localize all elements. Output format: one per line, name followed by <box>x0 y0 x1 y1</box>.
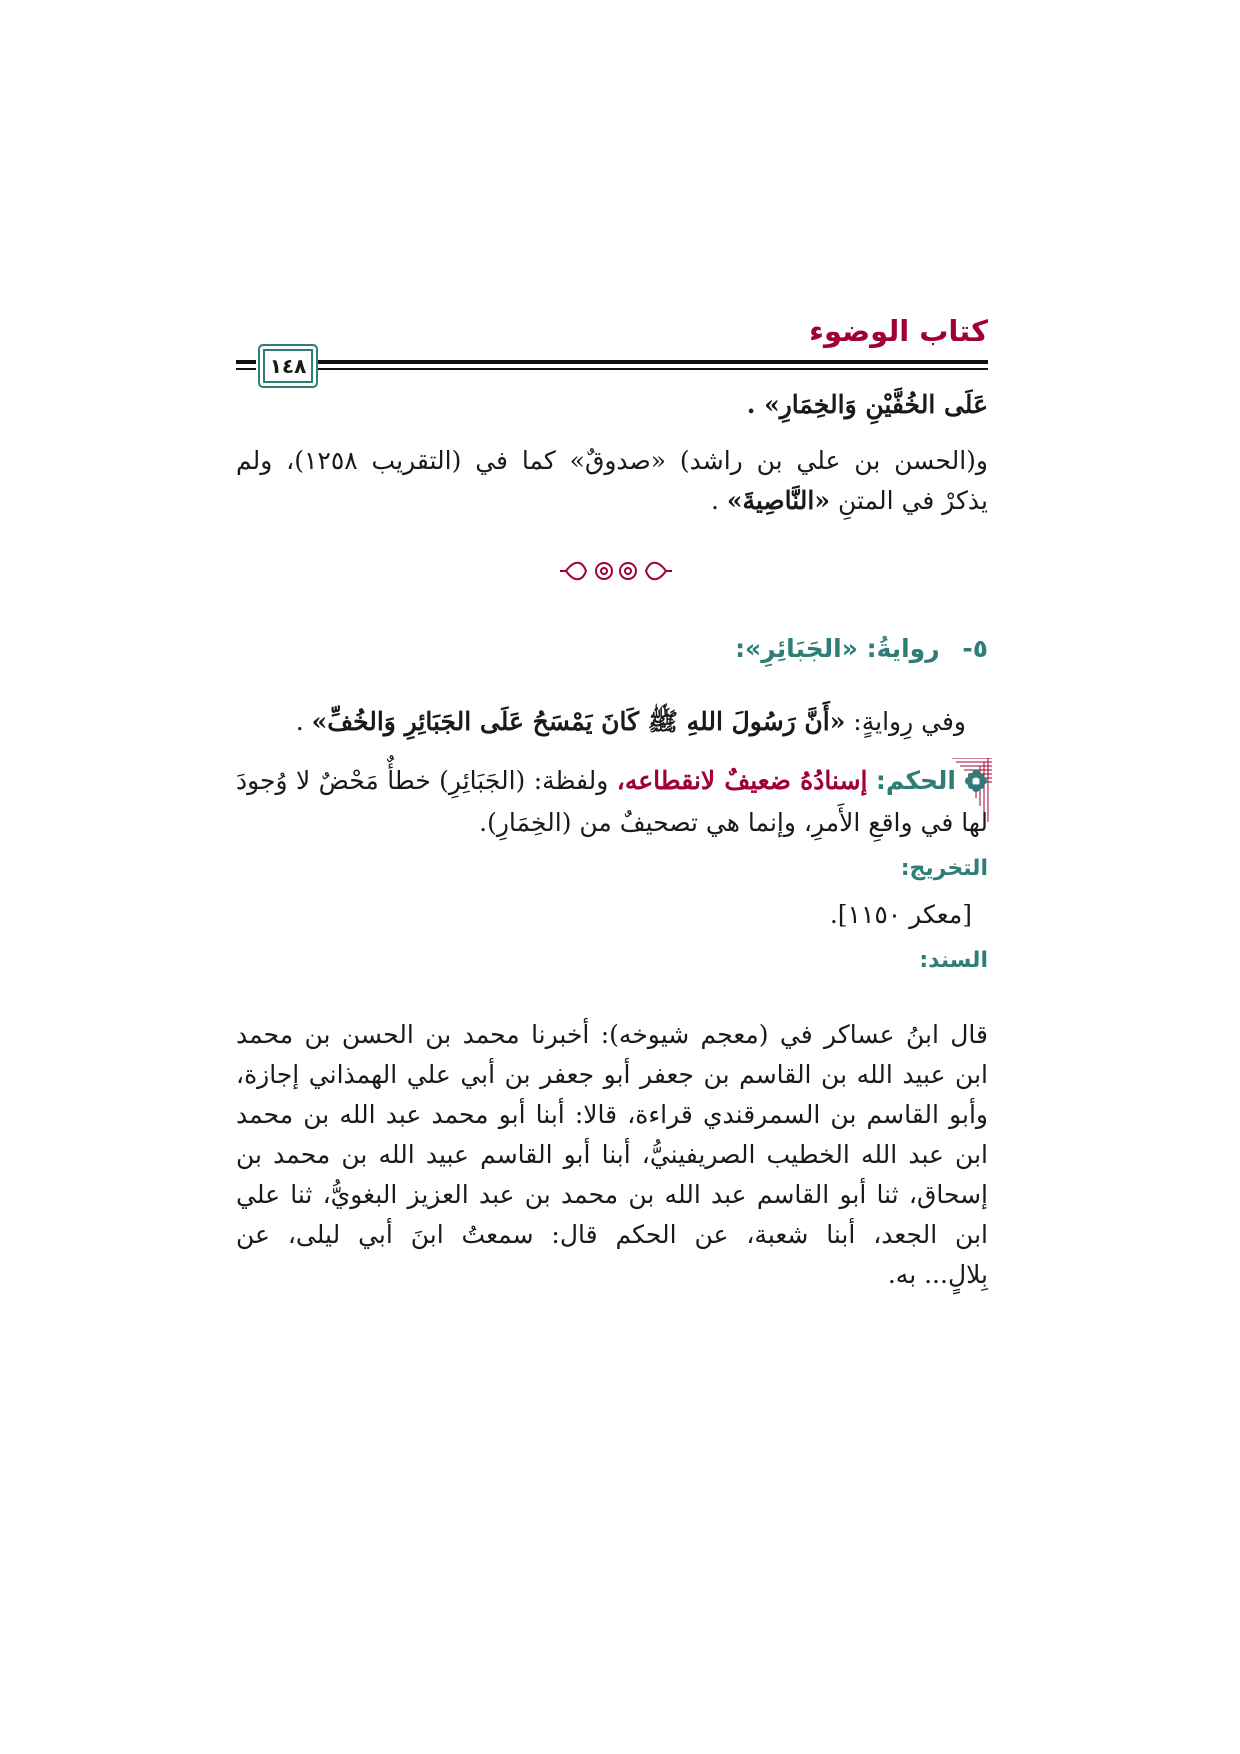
ruling-line: لها في واقعِ الأَمرِ، وإنما هي تصحيفٌ من (الخِمَارِ). <box>479 808 988 837</box>
text-run: يذكرْ في المتنِ <box>830 486 988 515</box>
text-run: وفي رِوايةٍ: <box>845 707 966 736</box>
quoted-word: «النَّاصِيةَ» <box>726 486 830 515</box>
sanad-line: ابن عبد الله الخطيب الصريفينيُّ، أبنا أبو القاسم عبيد الله بن محمد بن <box>236 1140 988 1169</box>
header-rule-thin <box>289 368 988 370</box>
sanad-line: ابن الجعد، أبنا شعبة، عن الحكم قال: سمعتُ ابنَ أبي ليلى، عن <box>236 1220 988 1249</box>
sanad-line: وأبو القاسم بن السمرقندي قراءة، قالا: أبنا أبو محمد عبد الله بن محمد <box>236 1100 988 1129</box>
book-page <box>236 300 988 1500</box>
takhrij-label: التخريج: <box>900 856 988 881</box>
paragraph-line <box>236 486 988 515</box>
page-header <box>236 300 988 380</box>
section-heading <box>236 634 988 663</box>
section-number: ٥- <box>962 634 988 663</box>
section-title: روايةُ: «الجَبَائِرِ»: <box>735 634 940 663</box>
header-rule-left-thin <box>236 368 256 370</box>
narration-line <box>214 706 966 743</box>
hadith-text: «أَنَّ رَسُولَ اللهِ ﷺ كَانَ يَمْسَحُ عَلَى الجَبَائِرِ وَالخُفِّ» <box>311 707 846 736</box>
header-rule <box>289 360 988 364</box>
ruling-line <box>236 766 988 795</box>
paragraph-line: و(الحسن بن علي بن راشد) «صدوقٌ» كما في (التقريب ١٢٥٨)، ولم <box>236 446 988 475</box>
ornament-divider-icon <box>556 556 676 586</box>
continuation-line: عَلَى الخُفَّيْنِ وَالخِمَارِ» . <box>746 390 988 419</box>
takhrij-value: [معكر ١١٥٠]. <box>829 900 972 929</box>
header-rule-left <box>236 360 256 364</box>
text-run: . <box>710 486 727 515</box>
ruling-verdict: إسنادُهُ ضعيفٌ لانقطاعه، <box>616 766 868 795</box>
sanad-line: إسحاق، ثنا أبو القاسم عبد الله بن محمد بن عبد العزيز البغويُّ، ثنا علي <box>236 1180 988 1209</box>
flower-bullet-icon <box>964 769 988 793</box>
sanad-label: السند: <box>919 948 988 973</box>
sanad-line: بِلالٍ... به. <box>887 1260 988 1289</box>
sanad-line: قال ابنُ عساكر في (معجم شيوخه): أخبرنا محمد بن الحسن بن محمد <box>236 1020 988 1049</box>
ruling-text: ولفظة: (الجَبَائِرِ) خطأٌ مَحْضٌ لا وُجودَ <box>236 766 617 795</box>
book-title: كتاب الوضوء <box>809 314 988 348</box>
page-number: ١٤٨ <box>258 344 318 388</box>
text-run: . <box>295 707 312 736</box>
sanad-line: ابن عبيد الله بن القاسم بن جعفر أبو جعفر بن أبي علي الهمذاني إجازة، <box>236 1060 988 1089</box>
ruling-label: الحكم: <box>875 766 957 795</box>
